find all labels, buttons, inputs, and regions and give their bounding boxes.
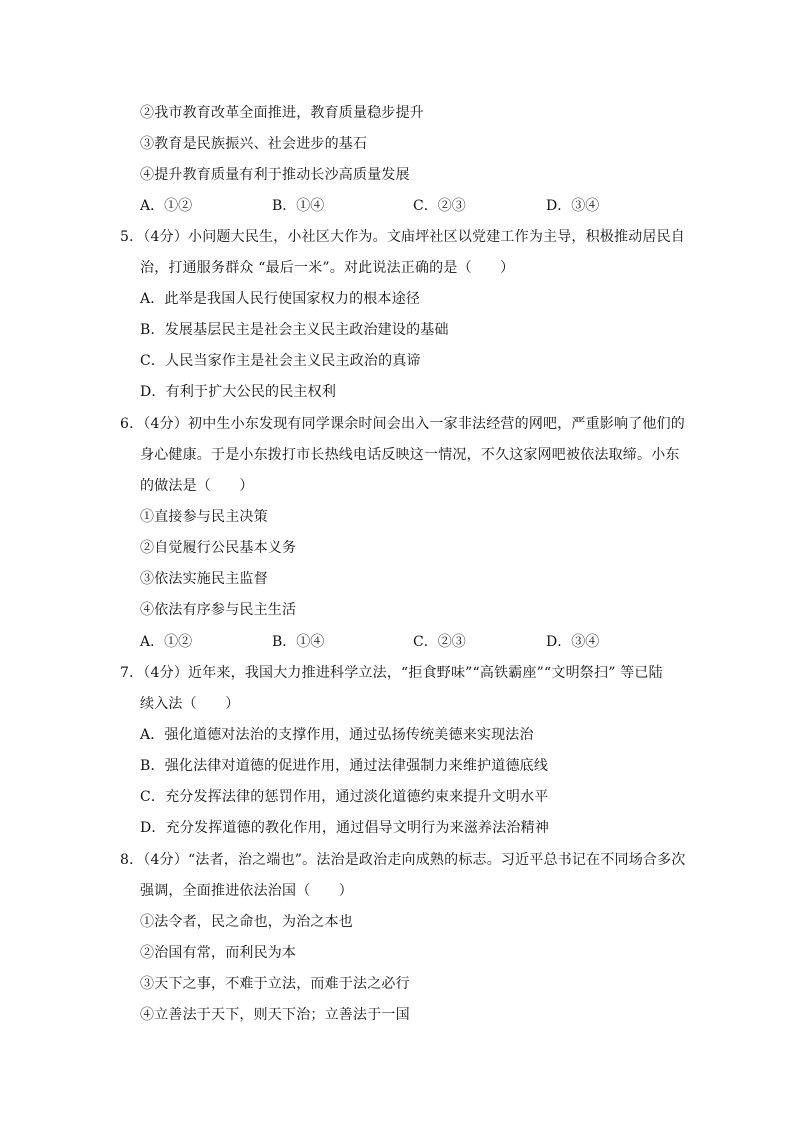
question-5-option-c: C．人民当家作主是社会主义民主政治的真谛	[140, 353, 421, 369]
option-d: D．③④	[546, 198, 600, 214]
statement-2: ②我市教育改革全面推进，教育质量稳步提升	[140, 105, 424, 121]
question-6-option-a: A．①②	[140, 634, 193, 650]
question-8-statement-4: ④立善法于天下，则天下治；立善法于一国	[140, 1007, 410, 1023]
question-5-stem-line-1: 5．（4分）小问题大民生，小社区大作为。文庙坪社区以党建工作为主导，积极推动居民自	[120, 229, 686, 245]
question-8-statement-1: ①法令者，民之命也，为治之本也	[140, 914, 353, 930]
question-7-option-a: A．强化道德对法治的支撑作用，通过弘扬传统美德来实现法治	[140, 727, 534, 743]
option-b: B．①④	[272, 198, 325, 214]
question-6-statement-2: ②自觉履行公民基本义务	[140, 540, 297, 556]
question-8-stem-line-2: 强调，全面推进依法治国（ ）	[140, 883, 353, 899]
question-5-option-a: A．此举是我国人民行使国家权力的根本途径	[140, 291, 421, 307]
question-6-option-b: B．①④	[272, 634, 325, 650]
question-8-statement-3: ③天下之事，不难于立法，而难于法之必行	[140, 976, 410, 992]
statement-4: ④提升教育质量有利于推动长沙高质量发展	[140, 167, 410, 183]
question-7-option-b: B．强化法律对道德的促进作用，通过法律强制力来维护道德底线	[140, 758, 549, 774]
question-8-stem-line-1: 8．（4分）“法者，治之端也”。法治是政治走向成熟的标志。习近平总书记在不同场合多次	[120, 852, 686, 868]
question-6-statement-1: ①直接参与民主决策	[140, 509, 268, 525]
question-6-option-d: D．③④	[546, 634, 600, 650]
option-c: C．②③	[413, 198, 466, 214]
question-5-option-b: B．发展基层民主是社会主义民主政治建设的基础	[140, 322, 449, 338]
question-7-option-c: C．充分发挥法律的惩罚作用，通过淡化道德约束来提升文明水平	[140, 789, 549, 805]
question-6-stem-line-2: 身心健康。于是小东拨打市长热线电话反映这一情况，不久这家网吧被依法取缔。小东	[140, 447, 680, 463]
question-7-stem-line-1: 7．（4分）近年来，我国大力推进科学立法，“拒食野味”“高铁霸座”“文明祭扫” 等已陆	[120, 665, 663, 681]
question-6-option-c: C．②③	[413, 634, 466, 650]
question-7-stem-line-2: 续入法（ ）	[140, 696, 240, 712]
question-6-statement-3: ③依法实施民主监督	[140, 571, 268, 587]
statement-3: ③教育是民族振兴、社会进步的基石	[140, 136, 368, 152]
question-6-statement-4: ④依法有序参与民主生活	[140, 602, 297, 618]
question-7-option-d: D．充分发挥道德的教化作用，通过倡导文明行为来滋养法治精神	[140, 820, 550, 836]
question-6-stem-line-1: 6．（4分）初中生小东发现有同学课余时间会出入一家非法经营的网吧，严重影响了他们的	[120, 416, 686, 432]
question-6-stem-line-3: 的做法是（ ）	[140, 478, 254, 494]
option-a: A．①②	[140, 198, 193, 214]
question-5-option-d: D．有利于扩大公民的民主权利	[140, 384, 337, 400]
question-8-statement-2: ②治国有常，而利民为本	[140, 945, 297, 961]
question-5-stem-line-2: 治，打通服务群众 “最后一米”。对此说法正确的是（ ）	[140, 260, 515, 276]
